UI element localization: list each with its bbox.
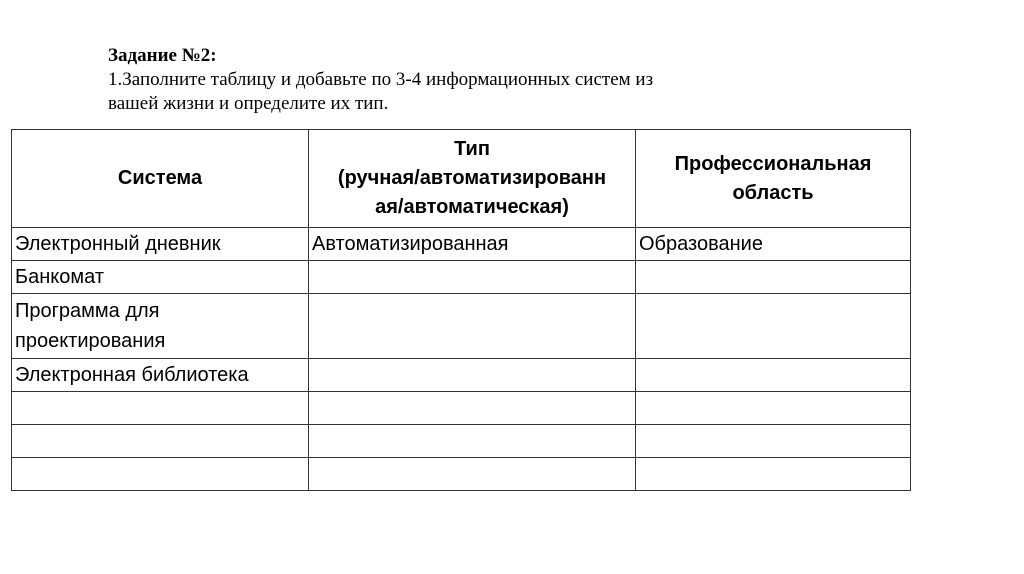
task-text-line-2: вашей жизни и определите их тип. xyxy=(108,93,389,114)
cell-area xyxy=(636,458,911,491)
header-type-line-1: Тип xyxy=(454,138,490,160)
task-instructions xyxy=(108,44,808,116)
cell-area xyxy=(636,392,911,425)
table-row xyxy=(12,458,911,491)
systems-table xyxy=(11,129,911,491)
cell-area xyxy=(636,359,911,392)
header-system xyxy=(12,130,309,228)
cell-system xyxy=(12,425,309,458)
cell-system: Банкомат xyxy=(12,261,309,294)
cell-type xyxy=(309,359,636,392)
cell-type xyxy=(309,261,636,294)
header-type-line-3: ая/автоматическая) xyxy=(375,196,569,218)
header-area xyxy=(636,130,911,228)
table-row xyxy=(12,425,911,458)
cell-system: Электронный дневник xyxy=(12,228,309,261)
header-area-line-1: Профессиональная xyxy=(674,152,872,175)
cell-area xyxy=(636,425,911,458)
table-row xyxy=(12,261,911,294)
cell-system-line-2: проектирования xyxy=(15,330,166,352)
cell-type xyxy=(309,294,636,359)
cell-area: Образование xyxy=(636,228,911,261)
cell-area xyxy=(636,261,911,294)
table-header-row xyxy=(12,130,911,228)
cell-system-line-1: Программа для xyxy=(15,300,160,322)
header-type-line-2: (ручная/автоматизированн xyxy=(337,167,607,189)
table-row xyxy=(12,359,911,392)
cell-type xyxy=(309,425,636,458)
cell-area xyxy=(636,294,911,359)
header-type xyxy=(309,130,636,228)
cell-system xyxy=(12,294,309,359)
cell-system xyxy=(12,392,309,425)
cell-type: Автоматизированная xyxy=(309,228,636,261)
cell-type xyxy=(309,458,636,491)
header-area-line-2: область xyxy=(732,181,814,204)
task-title: Задание №2: xyxy=(108,45,217,66)
table-row xyxy=(12,392,911,425)
table-row xyxy=(12,228,911,261)
task-text-line-1: 1.Заполните таблицу и добавьте по 3-4 информационных систем из xyxy=(108,69,654,90)
header-system-label: Система xyxy=(117,167,203,189)
table-row xyxy=(12,294,911,359)
cell-system xyxy=(12,458,309,491)
cell-system: Электронная библиотека xyxy=(12,359,309,392)
cell-type xyxy=(309,392,636,425)
